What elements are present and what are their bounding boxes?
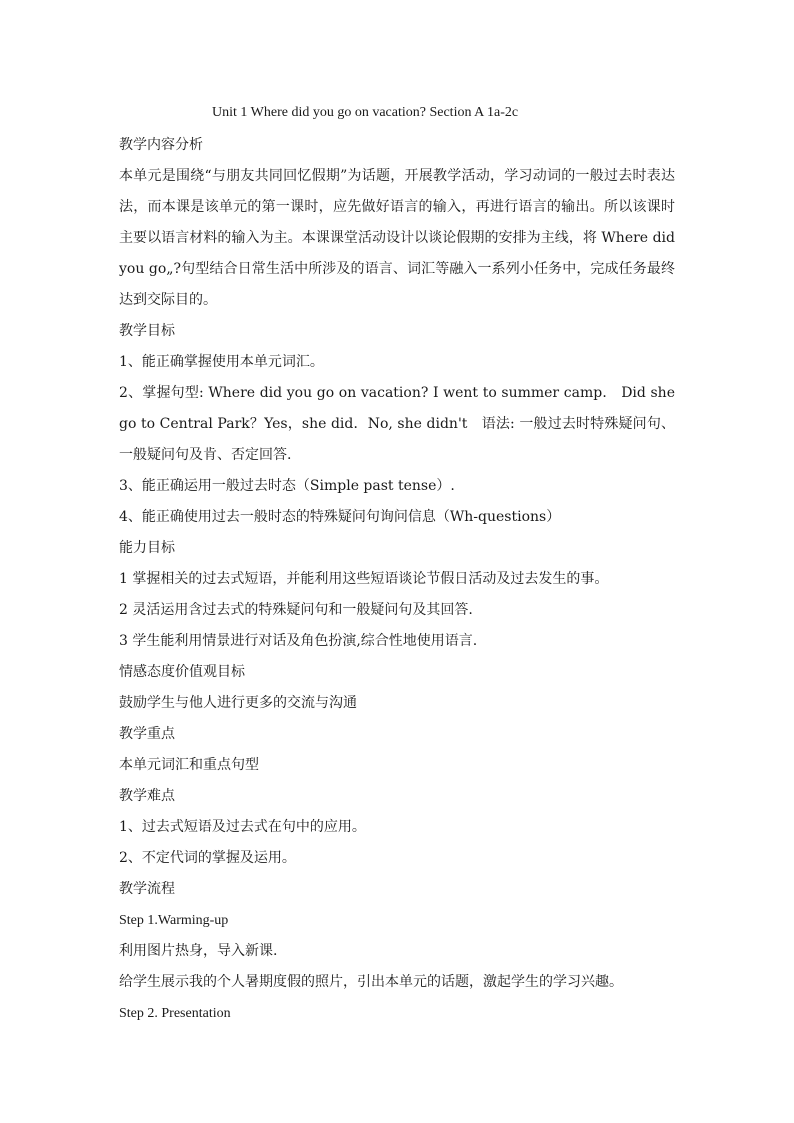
content-analysis-paragraph: 本单元是围绕“与朋友共同回忆假期”为话题，开展教学活动，学习动词的一般过去时表达法，而本课是该单元的第一课时，应先做好语言的输入，再进行语言的输出。所以该课时主要以语言材料的输入为主。本课课堂活动设计以谈论假期的安排为主线，将 Where did you go„?句型结合日常生活中所涉及的语言、词汇等融入一系列小任务中，完成任务最终达到交际目的。 [119, 168, 675, 308]
section-heading-teaching-goals: 教学目标 [119, 323, 175, 339]
ability-goal-item-3: 3 学生能利用情景进行对话及角色扮演,综合性地使用语言. [119, 633, 478, 649]
section-heading-content-analysis: 教学内容分析 [119, 137, 203, 153]
teaching-goal-item-1: 1、能正确掌握使用本单元词汇。 [119, 354, 324, 370]
emotional-goal-text: 鼓励学生与他人进行更多的交流与沟通 [119, 695, 357, 711]
teaching-goal-item-3: 3、能正确运用一般过去时态（Simple past tense）. [119, 478, 455, 494]
document-title: Unit 1 Where did you go on vacation? Section A 1a-2c [212, 105, 519, 120]
teaching-goal-item-2: 2、掌握句型: Where did you go on vacation? I went to summer camp． Did she go to Central Park？Yes，she did．No, she didn't 语法: 一般过去时特殊疑问句、一般疑问句及肯、否定回答. [119, 385, 675, 463]
section-heading-process: 教学流程 [119, 881, 175, 897]
key-points-text: 本单元词汇和重点句型 [119, 757, 259, 773]
ability-goal-item-2: 2 灵活运用含过去式的特殊疑问句和一般疑问句及其回答. [119, 602, 473, 618]
section-heading-emotional-goals: 情感态度价值观目标 [119, 664, 245, 680]
difficulty-item-2: 2、不定代词的掌握及运用。 [119, 850, 296, 866]
section-heading-difficulties: 教学难点 [119, 788, 175, 804]
process-step-2-title: Step 2. Presentation [119, 1006, 231, 1021]
section-heading-key-points: 教学重点 [119, 726, 175, 742]
section-heading-ability-goals: 能力目标 [119, 540, 175, 556]
difficulty-item-1: 1、过去式短语及过去式在句中的应用。 [119, 819, 366, 835]
process-step-1-line-2: 给学生展示我的个人暑期度假的照片，引出本单元的话题，激起学生的学习兴趣。 [119, 974, 623, 990]
process-step-1-line-1: 利用图片热身，导入新课. [119, 943, 278, 959]
process-step-1-title: Step 1.Warming-up [119, 913, 229, 928]
document-body [119, 130, 675, 1029]
ability-goal-item-1: 1 掌握相关的过去式短语，并能利用这些短语谈论节假日活动及过去发生的事。 [119, 571, 609, 587]
teaching-goal-item-4: 4、能正确使用过去一般时态的特殊疑问句询问信息（Wh-questions） [119, 509, 561, 525]
